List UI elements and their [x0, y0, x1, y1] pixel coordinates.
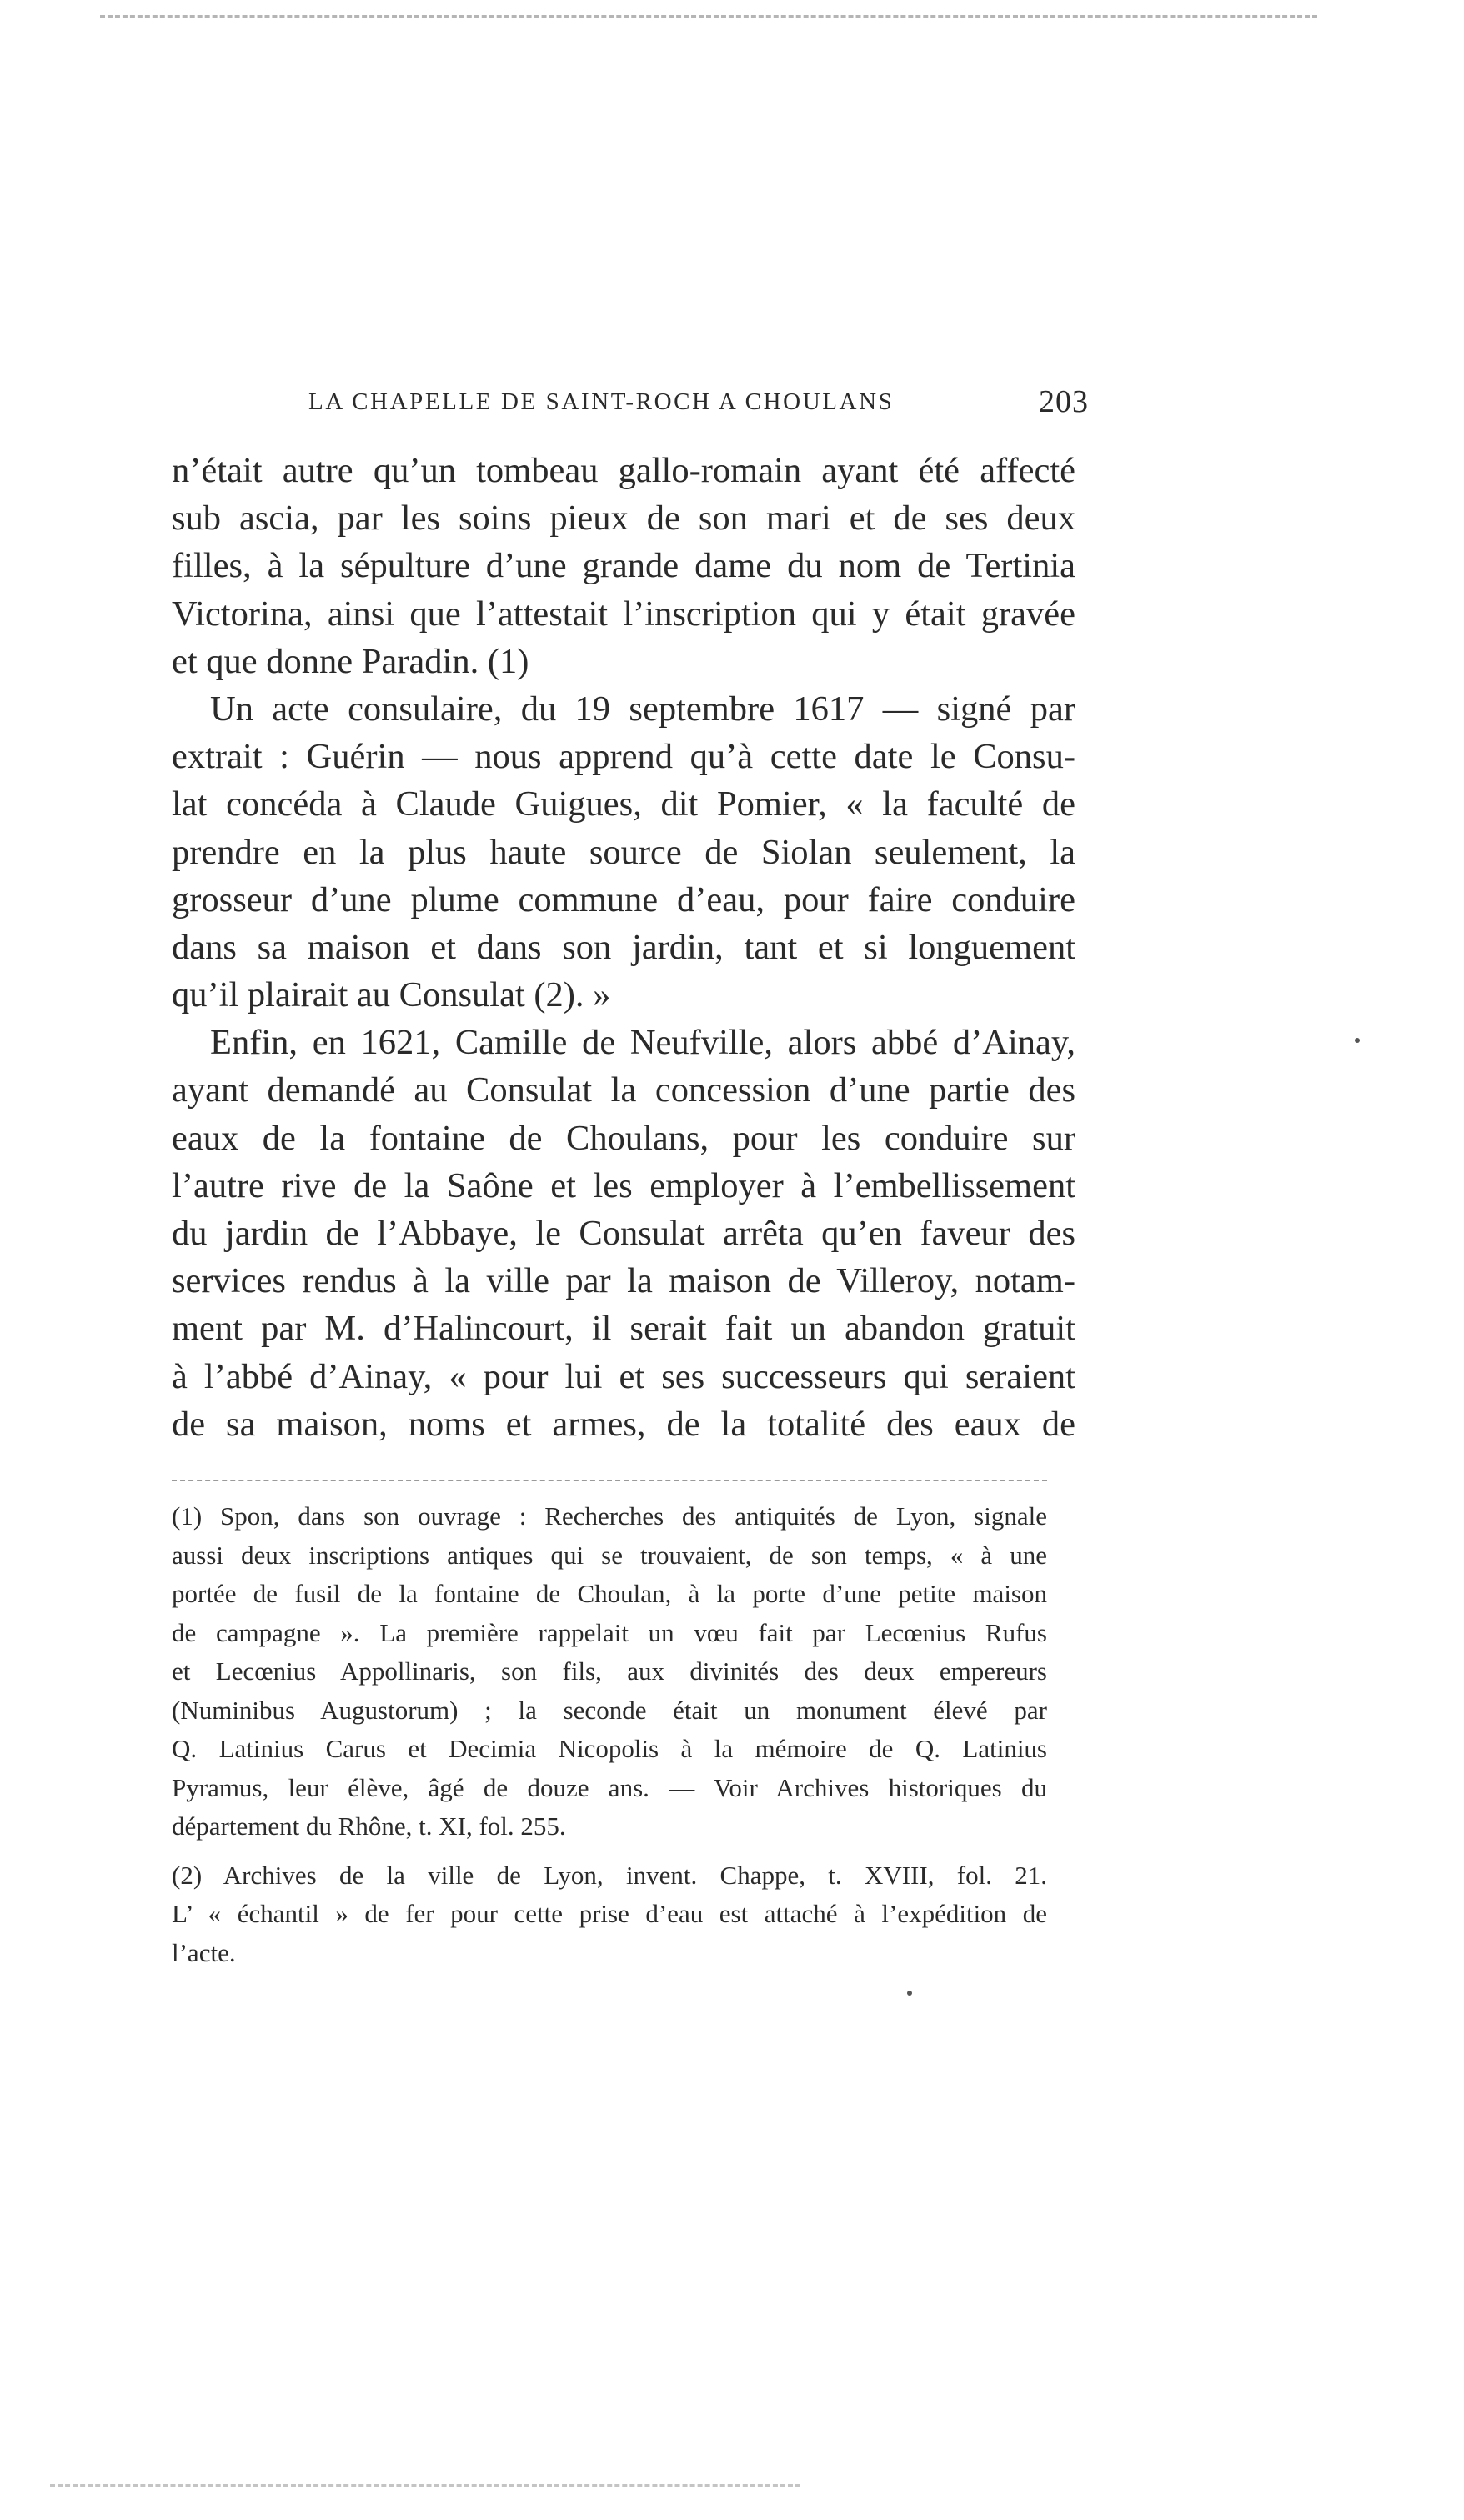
footnote-2-line: (2) Archives de la ville de Lyon, invent. Chappe, t. XVIII, fol. 21.	[172, 1860, 1047, 1890]
body-line: services rendus à la ville par la maison de Villeroy, notam-	[172, 1261, 1075, 1301]
body-text	[172, 447, 1075, 1448]
body-line: n’était autre qu’un tombeau gallo-romain ayant été affecté	[172, 451, 1075, 490]
body-line: grosseur d’une plume commune d’eau, pour faire conduire	[172, 879, 1075, 919]
ink-speck	[1355, 1038, 1360, 1043]
running-head	[308, 385, 1089, 418]
ink-speck	[907, 1991, 912, 1996]
body-line: qu’il plairait au Consulat (2). »	[172, 975, 611, 1015]
body-line: de sa maison, noms et armes, de la totalité des eaux de	[172, 1404, 1075, 1444]
body-line: ment par M. d’Halincourt, il serait fait un abandon gratuit	[172, 1309, 1075, 1349]
footnote-1-line: aussi deux inscriptions antiques qui se trouvaient, de son temps, « à une	[172, 1540, 1047, 1570]
footnote-1-line: et Lecœnius Appollinaris, son fils, aux divinités des deux empereurs	[172, 1656, 1047, 1686]
footnote-1-line: Pyramus, leur élève, âgé de douze ans. — Voir Archives historiques du	[172, 1772, 1047, 1802]
footnote-1-line: Q. Latinius Carus et Decimia Nicopolis à la mémoire de Q. Latinius	[172, 1734, 1047, 1763]
footnote-1-line: (1) Spon, dans son ouvrage : Recherches des antiquités de Lyon, signale	[172, 1501, 1047, 1531]
running-title: LA CHAPELLE DE SAINT-ROCH A CHOULANS	[308, 388, 895, 415]
body-line: ayant demandé au Consulat la concession d’une partie des	[172, 1070, 1075, 1110]
body-line: prendre en la plus haute source de Siolan seulement, la	[172, 832, 1075, 872]
footnote-separator	[172, 1480, 1047, 1481]
body-line: du jardin de l’Abbaye, le Consulat arrêta qu’en faveur des	[172, 1214, 1075, 1253]
body-line: eaux de la fontaine de Choulans, pour les conduire sur	[172, 1118, 1075, 1158]
footnote-2-line: l’acte.	[172, 1937, 236, 1967]
body-line: à l’abbé d’Ainay, « pour lui et ses successeurs qui seraient	[172, 1356, 1075, 1396]
body-line: dans sa maison et dans son jardin, tant et si longuement	[172, 927, 1075, 967]
footnote-1-line: portée de fusil de la fontaine de Choulan, à la porte d’une petite maison	[172, 1579, 1047, 1608]
body-line: sub ascia, par les soins pieux de son mari et de ses deux	[172, 498, 1075, 539]
body-line: Un acte consulaire, du 19 septembre 1617 — signé par	[210, 689, 1075, 729]
top-edge-marks	[100, 15, 1317, 18]
body-line: filles, à la sépulture d’une grande dame du nom de Tertinia	[172, 546, 1075, 586]
body-line: l’autre rive de la Saône et les employer à l’embellissement	[172, 1165, 1075, 1205]
footnote-1-line: département du Rhône, t. XI, fol. 255.	[172, 1811, 566, 1841]
footnote-2-line: L’ « échantil » de fer pour cette prise d’eau est attaché à l’expédition de	[172, 1899, 1047, 1928]
footnote-1-line: (Numinibus Augustorum) ; la seconde était un monument élevé par	[172, 1695, 1047, 1725]
body-line: Victorina, ainsi que l’attestait l’inscription qui y était gravée	[172, 594, 1075, 634]
footnotes	[172, 1497, 1047, 1972]
footnote-1-line: de campagne ». La première rappelait un vœu fait par Lecœnius Rufus	[172, 1617, 1047, 1647]
bottom-edge-marks	[50, 2484, 800, 2487]
body-line: lat concéda à Claude Guigues, dit Pomier, « la faculté de	[172, 784, 1075, 824]
body-line: et que donne Paradin. (1)	[172, 641, 529, 681]
body-line: Enfin, en 1621, Camille de Neufville, alors abbé d’Ainay,	[210, 1023, 1075, 1063]
body-line: extrait : Guérin — nous apprend qu’à cette date le Consu-	[172, 737, 1075, 777]
page-number: 203	[1039, 384, 1089, 419]
